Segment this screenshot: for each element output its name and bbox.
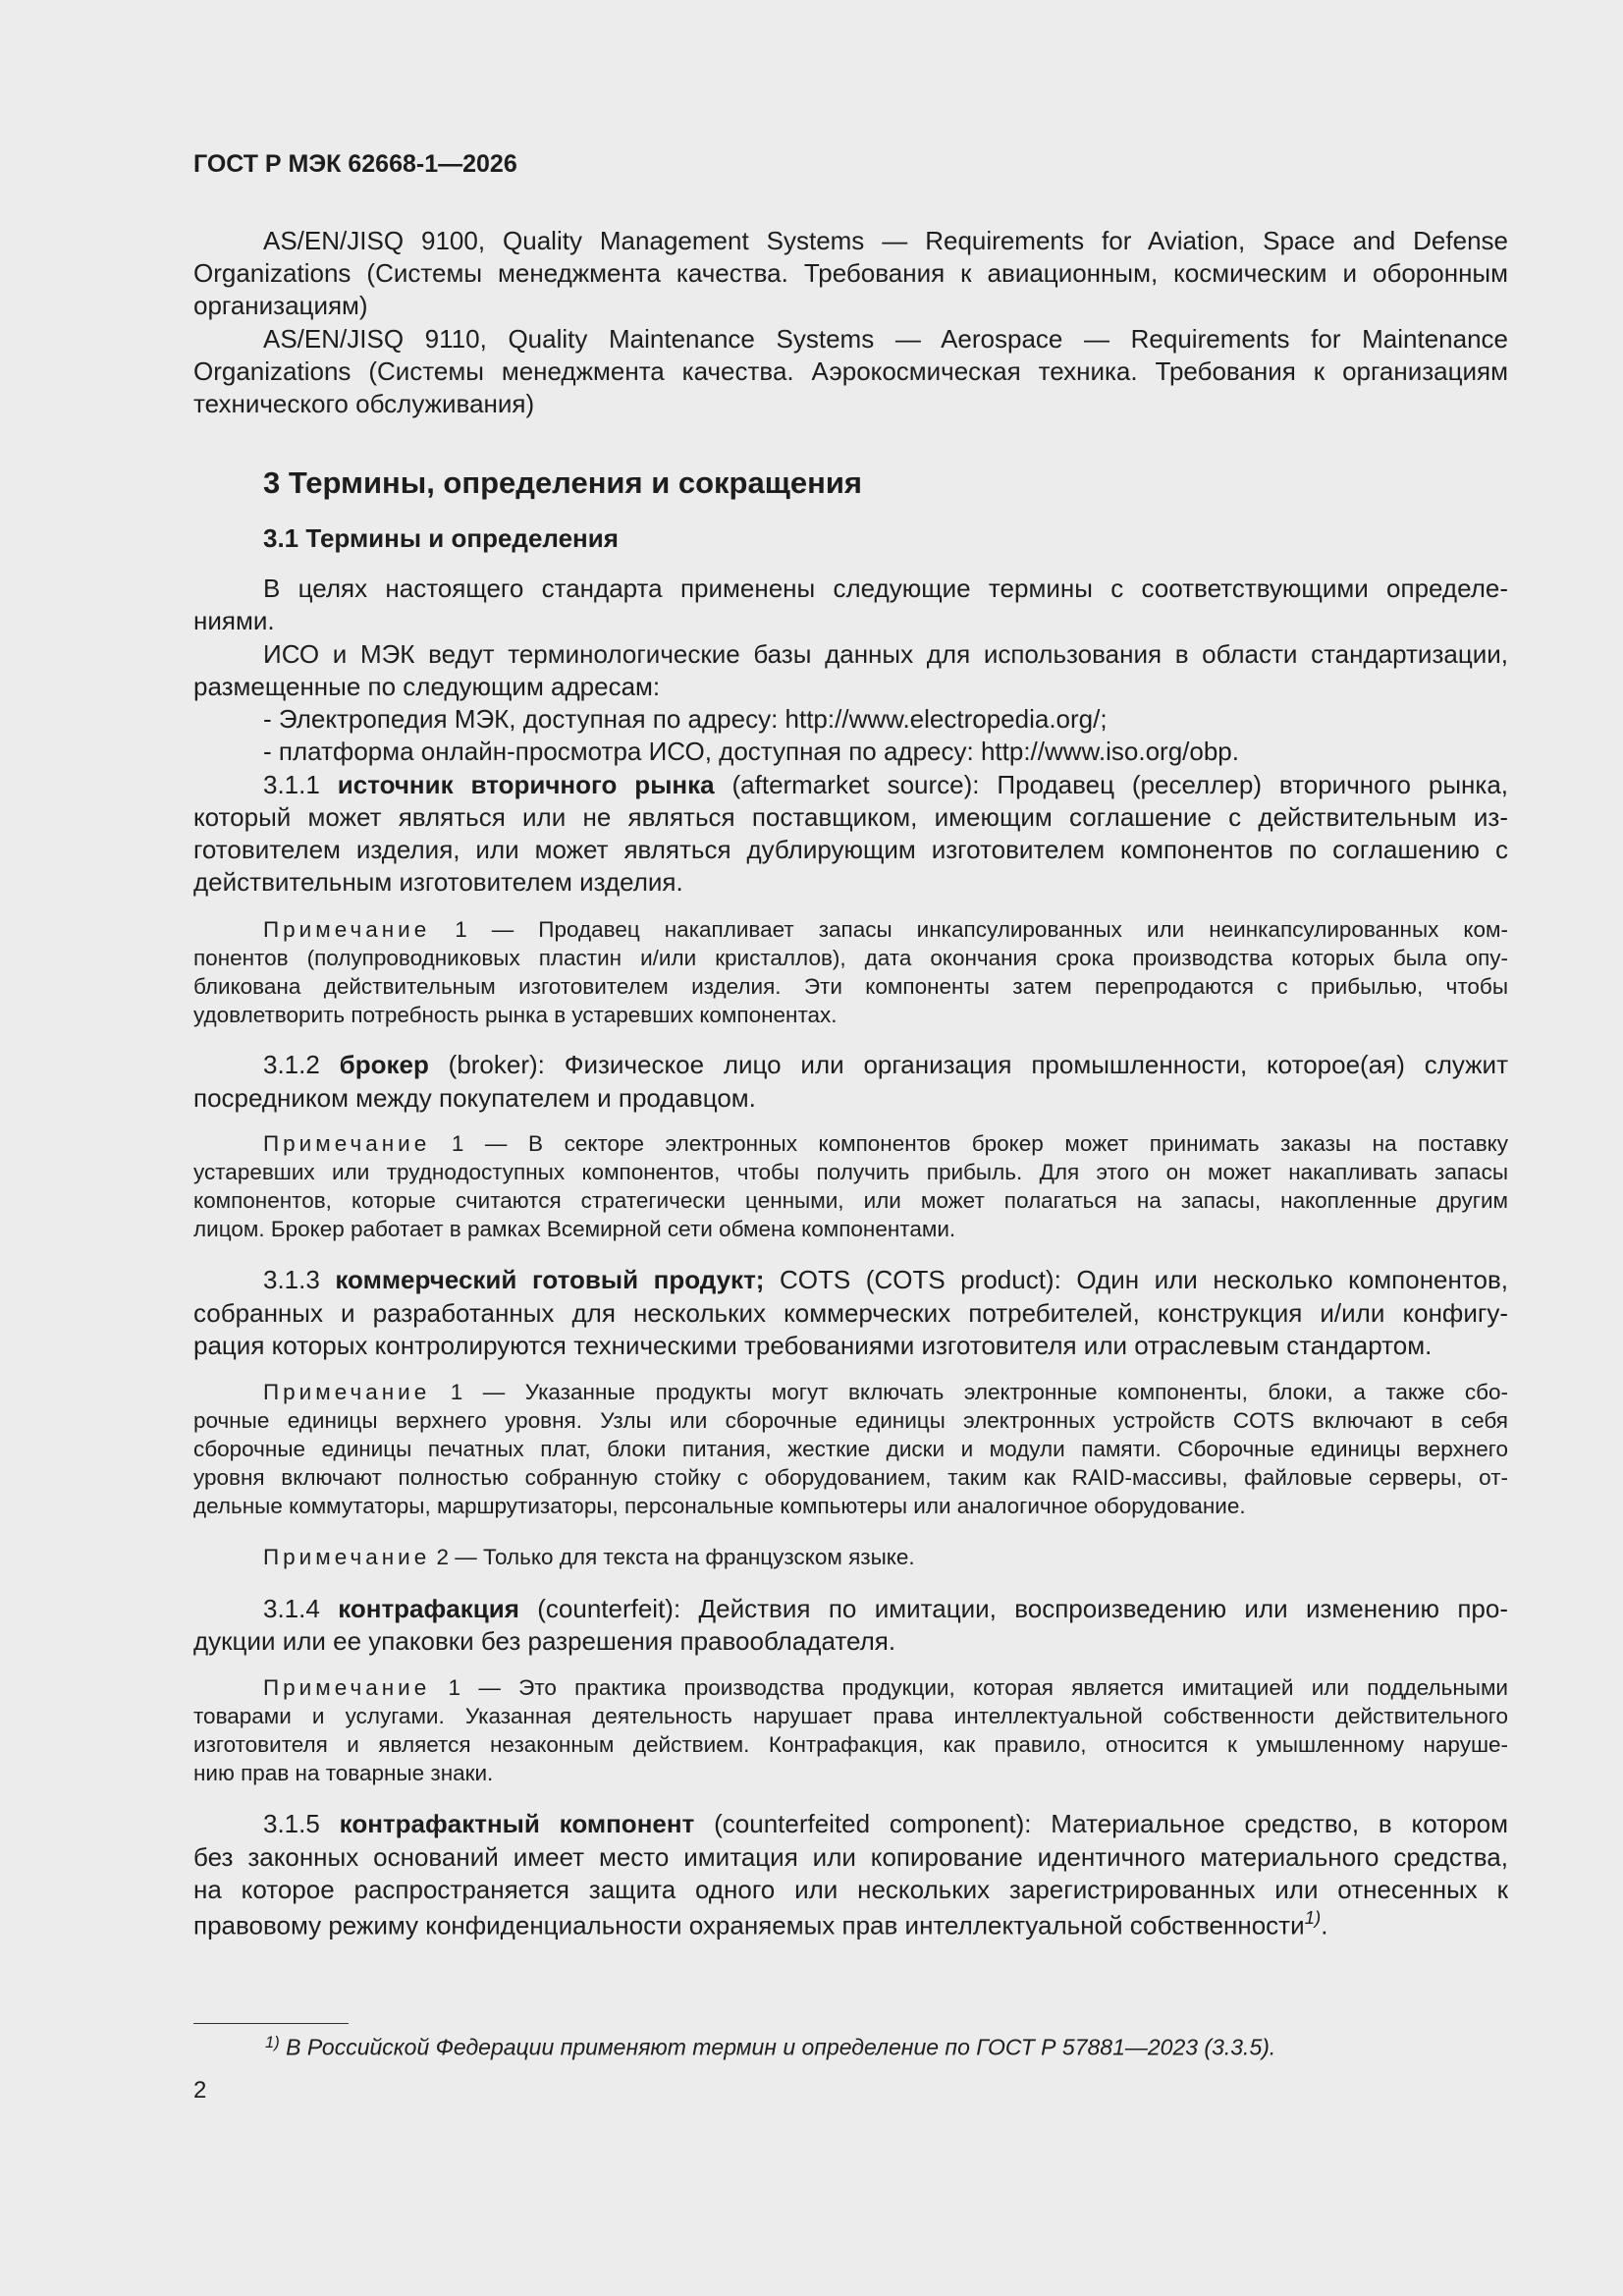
paragraph-end: . [1321, 1910, 1328, 1941]
paragraph-line: который может являться или не являться поставщиком, имеющим соглашение с действительным из- [193, 802, 1508, 832]
footnote [265, 2033, 1275, 2060]
paragraph-line: собранных и разработанных для нескольких коммерческих потребителей, конструкция и/или конфигу- [193, 1298, 1508, 1328]
term-text: COTS (COTS product): Один или несколько компонентов, [764, 1265, 1508, 1294]
term-text: (broker): Физическое лицо или организация промышленности, которое(ая) служит [428, 1050, 1508, 1079]
note [263, 1131, 1508, 1157]
term-number: 3.1.1 [263, 770, 338, 799]
note-line: дельные коммутаторы, маршрутизаторы, персональные компьютеры или аналогичное оборудование. [193, 1494, 1246, 1518]
page-number: 2 [193, 2077, 207, 2104]
paragraph-line: дукции или ее упаковки без разрешения правообладателя. [193, 1626, 896, 1656]
term-number: 3.1.2 [263, 1050, 340, 1079]
paragraph-line: на которое распространяется защита одного или нескольких зарегистрированных или отнесенных к [193, 1875, 1508, 1904]
note-line: понентов (полупроводниковых пластин и/или кристаллов), дата окончания срока производства которых была опу- [193, 946, 1508, 970]
list-item: - платформа онлайн-просмотра ИСО, доступная по адресу: http://www.iso.org/obp. [263, 737, 1239, 766]
note-text: 1 — В секторе электронных компонентов брокер может принимать заказы на поставку [430, 1131, 1508, 1156]
reference-line: организациям) [193, 291, 368, 320]
paragraph-line [193, 1907, 1327, 1941]
term-text: (counterfeited component): Материальное средство, в котором [694, 1809, 1508, 1838]
note-label: Примечание [263, 1545, 431, 1569]
note-line: лицом. Брокер работает в рамках Всемирной сети обмена компонентами. [193, 1217, 956, 1241]
paragraph-line: посредником между покупателем и продавцом. [193, 1083, 756, 1113]
term-number: 3.1.5 [263, 1809, 340, 1838]
note-line: удовлетворить потребность рынка в устаревших компонентах. [193, 1003, 838, 1027]
footnote-divider [193, 2023, 349, 2024]
note [263, 1380, 1508, 1405]
note [263, 1675, 1508, 1701]
note-line: нию прав на товарные знаки. [193, 1761, 494, 1785]
reference-line: Organizations (Системы менеджмента качества. Аэрокосмическая техника. Требования к организациям [193, 356, 1508, 386]
reference-line: AS/EN/JISQ 9100, Quality Management Systems — Requirements for Aviation, Space and Defense [263, 226, 1508, 255]
note-line: уровня включают полностью собранную стойку с оборудованием, таким как RAID-массивы, файловые серверы, от- [193, 1465, 1508, 1490]
list-item: - Электропедия МЭК, доступная по адресу: http://www.electropedia.org/; [263, 704, 1108, 734]
reference-line: Organizations (Системы менеджмента качества. Требования к авиационным, космическим и оборонным [193, 258, 1508, 288]
note-line: изготовителя и является незаконным действием. Контрафакция, как правило, относится к умышленному наруше- [193, 1732, 1508, 1757]
paragraph-line: рация которых контролируются техническими требованиями изготовителя или отраслевым стандартом. [193, 1331, 1433, 1360]
subsection-heading: 3.1 Термины и определения [263, 523, 619, 553]
note-text: 2 — Только для текста на французском языке. [430, 1545, 915, 1569]
term-text: (counterfeit): Действия по имитации, воспроизведению или изменению про- [518, 1594, 1508, 1623]
note [263, 1545, 915, 1570]
paragraph-line: действительным изготовителем изделия. [193, 867, 683, 897]
note-line: устаревших или труднодоступных компонентов, чтобы получить прибыль. Для этого он может накапливать запасы [193, 1160, 1508, 1184]
paragraph-line: готовителем изделия, или может являться дублирующим изготовителем компонентов по соглашению с [193, 835, 1508, 864]
paragraph-line: ИСО и МЭК ведут терминологические базы данных для использования в области стандартизации, [263, 639, 1508, 669]
term-definition [263, 770, 1508, 800]
note-text: 1 — Продавец накапливает запасы инкапсулированных или неинкапсулированных ком- [430, 917, 1508, 942]
paragraph-line: без законных оснований имеет место имитация или копирование идентичного материального средства, [193, 1842, 1508, 1872]
note-label: Примечание [263, 1675, 431, 1700]
note-label: Примечание [263, 1380, 431, 1404]
note-line: товарами и услугами. Указанная деятельность нарушает права интеллектуальной собственности действительного [193, 1704, 1508, 1728]
term-definition [263, 1809, 1508, 1839]
note-line: сборочные единицы печатных плат, блоки питания, жесткие диски и модули памяти. Сборочные единицы верхнего [193, 1437, 1508, 1461]
paragraph-text: правовому режиму конфиденциальности охраняемых прав интеллектуальной собственности [193, 1910, 1305, 1941]
note-text: 1 — Указанные продукты могут включать электронные компоненты, блоки, а также сбо- [430, 1380, 1508, 1404]
footnote-mark: 1) [265, 2033, 280, 2051]
term-name: коммерческий готовый продукт; [335, 1265, 765, 1294]
term-name: брокер [339, 1050, 429, 1079]
paragraph-line: размещенные по следующим адресам: [193, 672, 661, 701]
term-definition [263, 1594, 1508, 1624]
reference-line: технического обслуживания) [193, 389, 535, 418]
note-line: компонентов, которые считаются стратегически ценными, или может полагаться на запасы, накопленные другим [193, 1188, 1508, 1213]
note-text: 1 — Это практика производства продукции, которая является имитацией или поддельными [430, 1675, 1508, 1700]
footnote-text: В Российской Федерации применяют термин и определение по ГОСТ Р 57881—2023 (3.3.5). [279, 2034, 1276, 2060]
term-name: контрафакция [338, 1594, 519, 1623]
note-line: бликована действительным изготовителем изделия. Эти компоненты затем перепродаются с прибылью, чтобы [193, 974, 1508, 999]
paragraph-line: В целях настоящего стандарта применены следующие термины с соответствующими определе- [263, 574, 1508, 603]
document-header: ГОСТ Р МЭК 62668-1—2026 [193, 150, 517, 178]
paragraph-line: ниями. [193, 606, 275, 635]
footnote-ref: 1) [1304, 1907, 1322, 1928]
section-heading: 3 Термины, определения и сокращения [263, 465, 862, 500]
note-line: рочные единицы верхнего уровня. Узлы или сборочные единицы электронных устройств COTS включают в себя [193, 1408, 1508, 1433]
term-definition [263, 1265, 1508, 1295]
term-number: 3.1.4 [263, 1594, 339, 1623]
term-number: 3.1.3 [263, 1265, 336, 1294]
note-label: Примечание [263, 1131, 431, 1156]
note [263, 917, 1508, 943]
term-name: контрафактный компонент [339, 1809, 695, 1838]
term-text: (aftermarket source): Продавец (реселлер) вторичного рынка, [714, 770, 1508, 799]
term-definition [263, 1050, 1508, 1080]
note-label: Примечание [263, 917, 431, 942]
reference-line: AS/EN/JISQ 9110, Quality Maintenance Systems — Aerospace — Requirements for Maintenance [263, 324, 1508, 354]
term-name: источник вторичного рынка [337, 770, 715, 799]
